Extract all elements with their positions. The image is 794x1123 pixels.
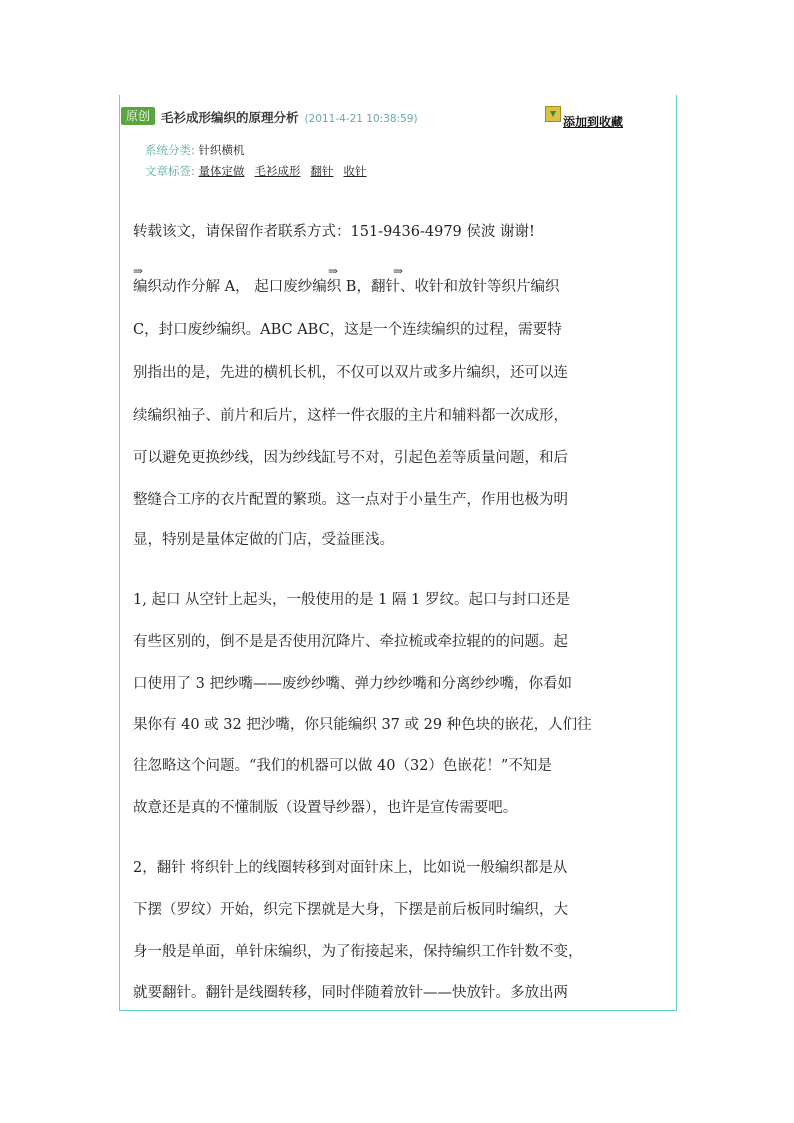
category-label: 系统分类:: [145, 143, 195, 157]
paragraph-line: 别指出的是，先进的横机长机，不仅可以双片或多片编织，还可以连: [133, 365, 568, 381]
paragraph-line: 1, 起口 从空针上起头，一般使用的是 1 隔 1 罗纹。起口与封口还是: [133, 592, 570, 608]
paragraph-line: 口使用了 3 把纱嘴——废纱纱嘴、弹力纱纱嘴和分离纱纱嘴，你看如: [133, 676, 572, 692]
paragraph-line: 果你有 40 或 32 把沙嘴，你只能编织 37 或 29 种色块的嵌花，人们往: [133, 717, 592, 733]
paragraph-line: 身一般是单面，单针床编织，为了衔接起来，保持编织工作针数不变，: [133, 944, 583, 960]
paragraph-line: 整缝合工序的衣片配置的繁琐。这一点对于小量生产，作用也极为明: [133, 492, 568, 508]
add-favorite-button[interactable]: [545, 110, 623, 130]
article-title-text[interactable]: 毛衫成形编织的原理分析: [161, 110, 299, 125]
repost-notice: 转载该文，请保留作者联系方式：151-9436-4979 侯波 谢谢!: [133, 224, 535, 240]
article-header: [121, 107, 671, 127]
article-title[interactable]: [161, 108, 418, 126]
paragraph-line: 故意还是真的不懂制版（设置导纱器），也许是宣传需要吧。: [133, 800, 518, 816]
paragraph-line: 编织动作分解 A， 起口废纱编织 B，翻针、收针和放针等织片编织: [133, 279, 560, 295]
paragraph-line: 2，翻针 将织针上的线圈转移到对面针床上，比如说一般编织都是从: [133, 860, 568, 876]
arrow-symbol-1: ⇒: [133, 264, 144, 278]
paragraph-line: 续编织袖子、前片和后片，这样一件衣服的主片和辅料都一次成形，: [133, 408, 568, 424]
add-favorite-label[interactable]: 添加到收藏: [563, 115, 624, 129]
tags-label: 文章标签:: [145, 164, 195, 178]
category-value[interactable]: 针织横机: [198, 143, 245, 157]
category-row: [145, 142, 245, 158]
tag-link[interactable]: 量体定做: [198, 164, 245, 178]
article-date: (2011-4-21 10:38:59): [304, 113, 418, 125]
tag-link[interactable]: 毛衫成形: [254, 164, 301, 178]
tag-link[interactable]: 收针: [343, 164, 367, 178]
tags-row: [145, 163, 377, 179]
tag-link[interactable]: 翻针: [310, 164, 334, 178]
paragraph-line: 可以避免更换纱线，因为纱线缸号不对，引起色差等质量问题，和后: [133, 450, 568, 466]
paragraph-line: C，封口废纱编织。ABC ABC，这是一个连续编织的过程，需要特: [133, 322, 562, 338]
paragraph-line: 显，特别是量体定做的门店，受益匪浅。: [133, 532, 394, 548]
paragraph-line: 往忽略这个问题。“我们的机器可以做 40（32）色嵌花！”不知是: [133, 758, 552, 774]
favorite-icon[interactable]: [545, 106, 561, 122]
paragraph-line: 有些区别的，倒不是是否使用沉降片、牵拉梳或牵拉辊的的问题。起: [133, 634, 568, 650]
paragraph-line: 下摆（罗纹）开始，织完下摆就是大身，下摆是前后板同时编织，大: [133, 902, 568, 918]
arrow-symbol-3: ⇒: [393, 264, 404, 278]
paragraph-line: 就要翻针。翻针是线圈转移，同时伴随着放针——快放针。多放出两: [133, 985, 568, 1001]
arrow-symbol-2: ⇒: [328, 264, 339, 278]
original-badge: 原创: [121, 107, 155, 125]
